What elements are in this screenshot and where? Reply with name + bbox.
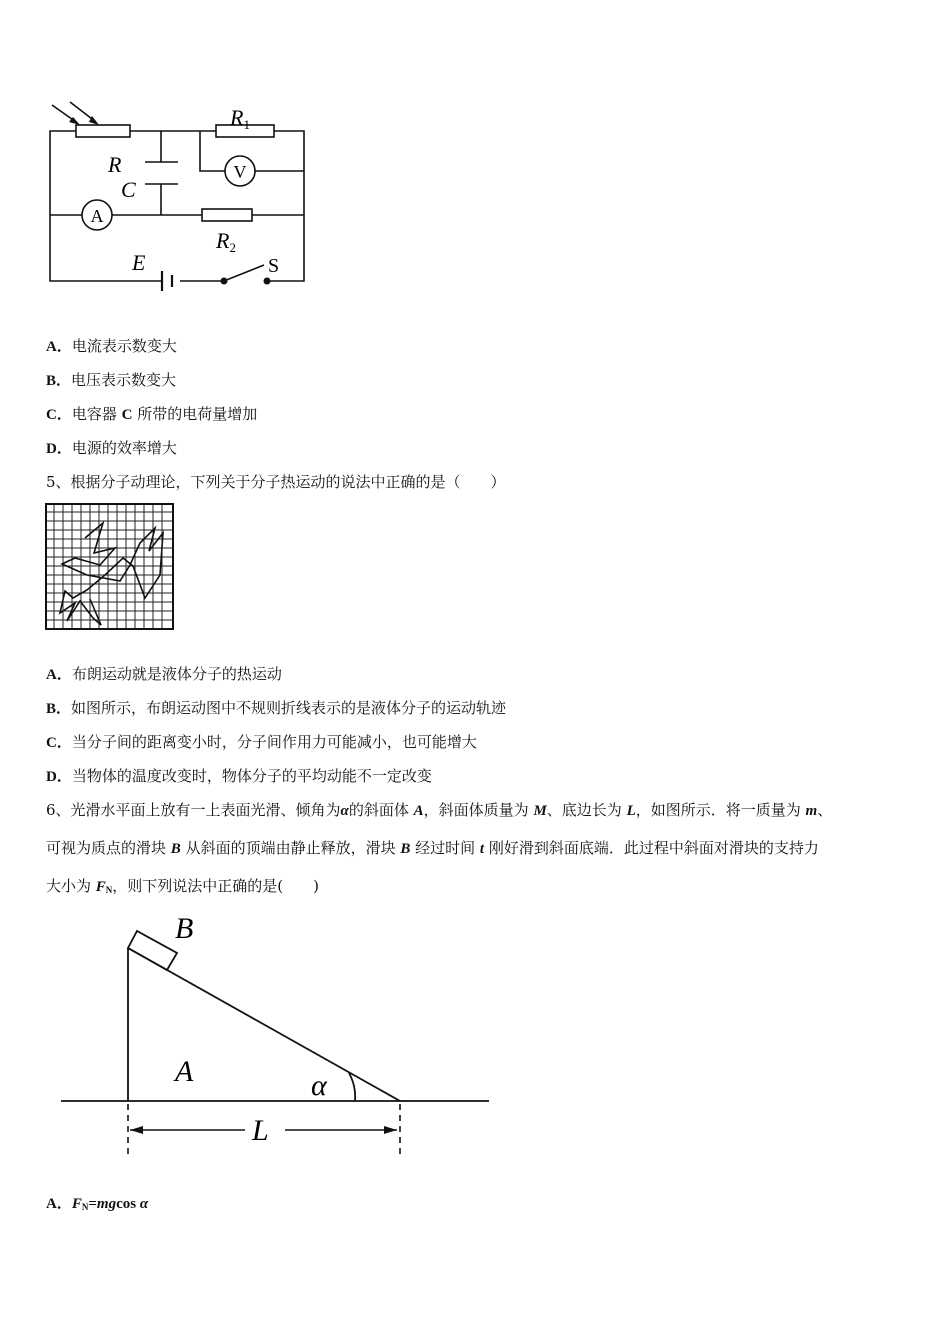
angle-alpha-label: α (311, 1069, 327, 1102)
q5-option-a: A．布朗运动就是液体分子的热运动 (46, 665, 282, 683)
q5-option-c: C．当分子间的距离变小时，分子间作用力可能减小，也可能增大 (46, 733, 477, 751)
q4-option-c: C．电容器 C 所带的电荷量增加 (46, 405, 258, 423)
length-l-label: L (252, 1114, 269, 1147)
q4-option-b: B．电压表示数变大 (46, 371, 177, 389)
q4-option-d: D．电源的效率增大 (46, 439, 177, 457)
q4-option-a: A．电流表示数变大 (46, 337, 177, 355)
resistor-r-label: R (108, 152, 122, 177)
voltmeter-label: V (233, 162, 247, 182)
q6-stem-line-1: 6、光滑水平面上放有一上表面光滑、倾角为α的斜面体 A，斜面体质量为 M、底边长为 L，如图所示．将一质量为 m、 (46, 801, 833, 819)
ammeter-label: A (90, 206, 104, 226)
svg-text:R1: R1 (230, 105, 250, 132)
resistor-r1-label: R (230, 105, 244, 130)
q5-stem: 5、根据分子动理论，下列关于分子热运动的说法中正确的是（ ） (46, 473, 506, 491)
q6-stem-line-3: 大小为 $F_N$，则下列说法中正确的是( ) (46, 877, 320, 895)
incline-figure (55, 905, 495, 1160)
incline-a-label: A (175, 1055, 194, 1088)
q5-option-d: D．当物体的温度改变时，物体分子的平均动能不一定改变 (46, 767, 432, 785)
switch-label: S (268, 255, 280, 277)
block-b-label: B (175, 912, 194, 945)
q6-option-a: A．$F_N=mgcos$ α (46, 1196, 149, 1212)
resistor-r2-label: R (216, 228, 230, 253)
circuit-diagram (40, 100, 320, 305)
svg-text:R2: R2 (216, 228, 236, 255)
battery-label: E (132, 250, 146, 275)
capacitor-label: C (121, 177, 136, 202)
q6-stem-line-2: 可视为质点的滑块 B 从斜面的顶端由静止释放，滑块 B 经过时间 t 刚好滑到斜面底端．此过程中斜面对滑块的支持力 (46, 839, 819, 857)
q5-option-b: B．如图所示，布朗运动图中不规则折线表示的是液体分子的运动轨迹 (46, 699, 507, 717)
brownian-motion-figure (45, 503, 175, 631)
